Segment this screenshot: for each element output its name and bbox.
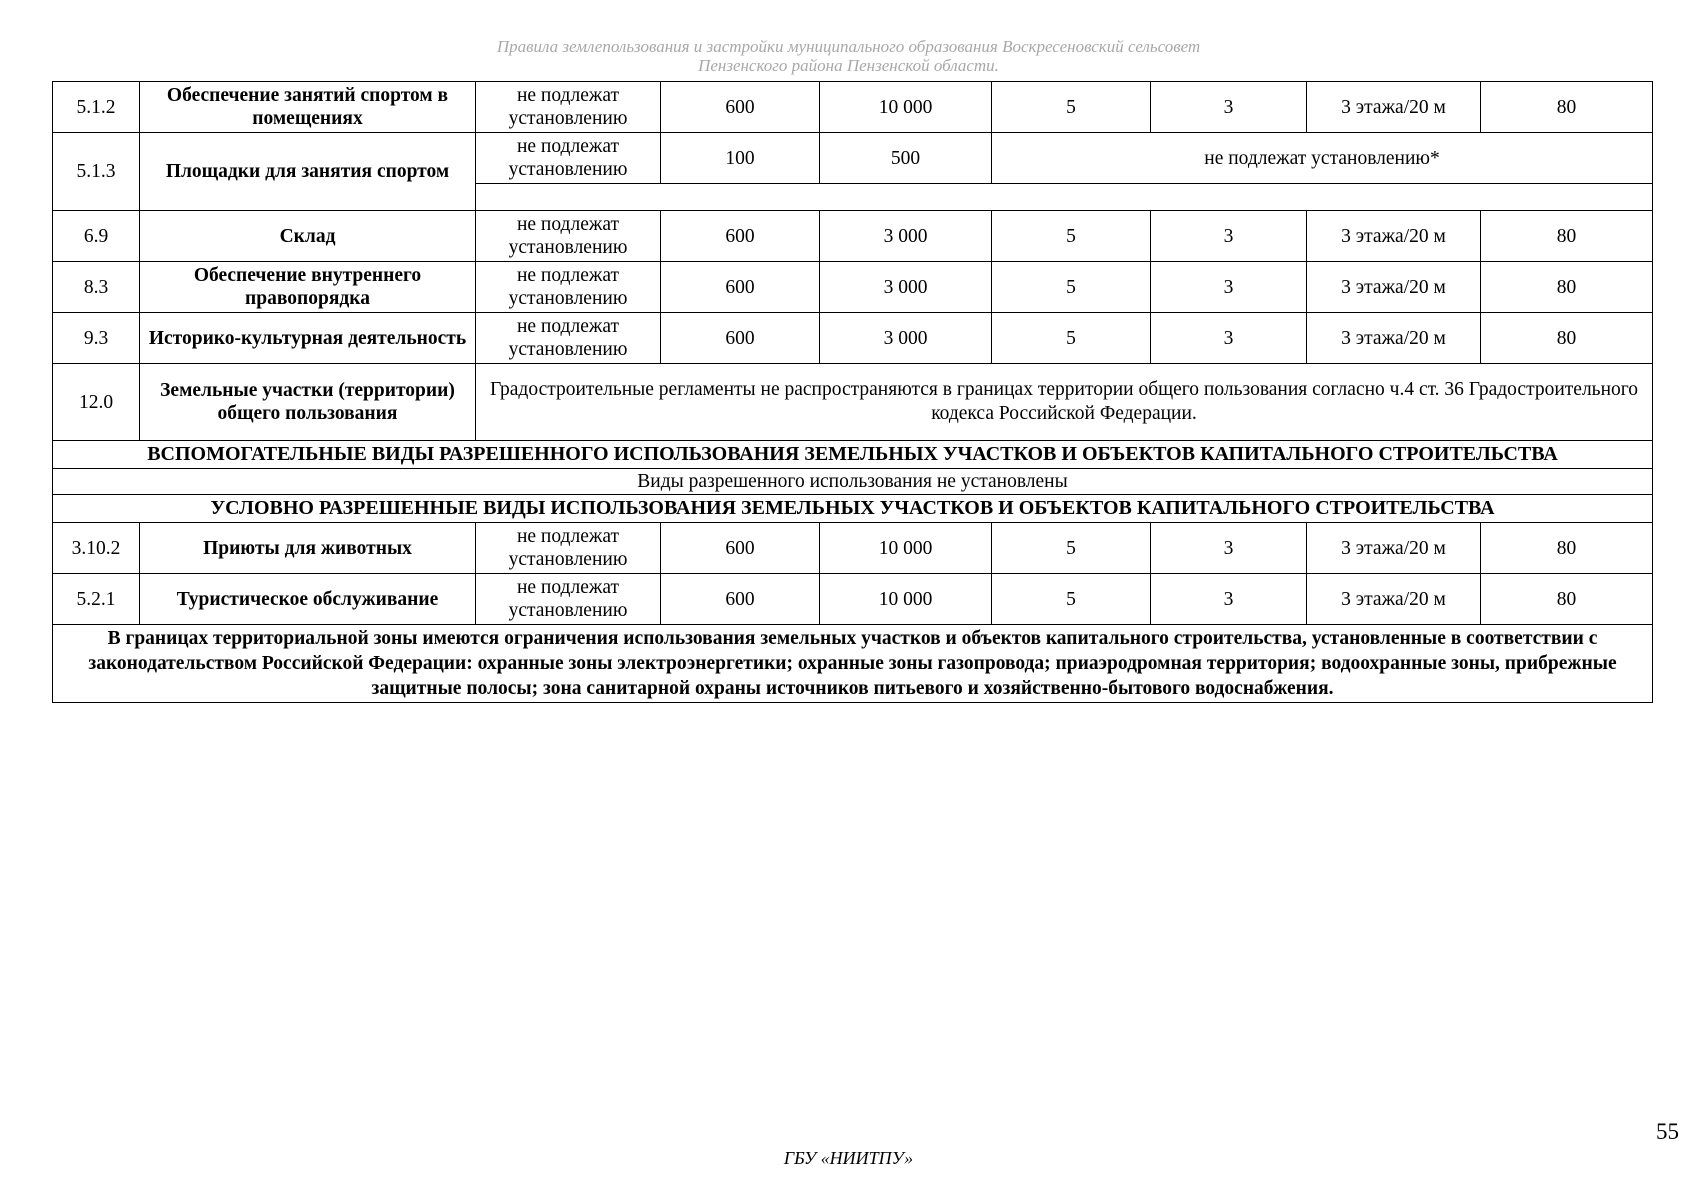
row-value-c6: 3 <box>1151 523 1307 574</box>
table-row <box>53 82 1653 133</box>
row-min-area: не подлежат установлению <box>476 523 661 574</box>
running-header <box>0 37 1697 75</box>
row-name: Площадки для занятия спортом <box>140 133 476 211</box>
running-header-line-1: Правила землепользования и застройки муниципального образования Воскресеновский сельсовет <box>496 37 1201 56</box>
table-row <box>53 313 1653 364</box>
row-value-c5: 5 <box>992 313 1151 364</box>
row-value-c5: 5 <box>992 82 1151 133</box>
row-value-c3: 100 <box>661 133 820 184</box>
row-value-c6: 3 <box>1151 313 1307 364</box>
row-value-c3: 600 <box>661 82 820 133</box>
section-title-conditional: УСЛОВНО РАЗРЕШЕННЫЕ ВИДЫ ИСПОЛЬЗОВАНИЯ ЗЕМЕЛЬНЫХ УЧАСТКОВ И ОБЪЕКТОВ КАПИТАЛЬНОГО СТРОИТЕЛЬСТВА <box>53 495 1653 523</box>
row-name: Историко-культурная деятельность <box>140 313 476 364</box>
row-code: 8.3 <box>53 262 140 313</box>
footnote-row <box>53 625 1653 703</box>
row-value-c4: 3 000 <box>820 313 992 364</box>
row-value-c6: 3 <box>1151 211 1307 262</box>
section-note-row <box>53 469 1653 495</box>
row-name: Земельные участки (территории) общего пользования <box>140 364 476 441</box>
row-value-c4: 10 000 <box>820 574 992 625</box>
row-min-area: не подлежат установлению <box>476 133 661 184</box>
row-name: Обеспечение внутреннего правопорядка <box>140 262 476 313</box>
row-value-c8: 80 <box>1481 211 1653 262</box>
row-value-c7: 3 этажа/20 м <box>1307 313 1481 364</box>
row-value-c7: 3 этажа/20 м <box>1307 262 1481 313</box>
row-merged-value: не подлежат установлению* <box>992 133 1653 184</box>
row-value-c8: 80 <box>1481 262 1653 313</box>
regulations-table <box>52 81 1653 703</box>
row-value-c8: 80 <box>1481 82 1653 133</box>
section-note-auxiliary: Виды разрешенного использования не установлены <box>53 469 1653 495</box>
table-row <box>53 523 1653 574</box>
row-min-area: не подлежат установлению <box>476 574 661 625</box>
row-value-c4: 3 000 <box>820 262 992 313</box>
page-number: 55 <box>1656 1119 1679 1144</box>
row-value-c3: 600 <box>661 211 820 262</box>
row-value-c3: 600 <box>661 523 820 574</box>
zone-restrictions-note: В границах территориальной зоны имеются ограничения использования земельных участков и объектов капитального строительства, установленные в соответствии с законодательством Российской Федерации: охранные зоны электроэнергетики; охранные зоны газопровода; приаэродромная территория; водоохранные зоны, прибрежные защитные полосы; зона санитарной охраны источников питьевого и хозяйственно-бытового водоснабжения. <box>53 625 1653 703</box>
row-regulation-text: Градостроительные регламенты не распространяются в границах территории общего пользования согласно ч.4 ст. 36 Градостроительного кодекса Российской Федерации. <box>476 364 1653 441</box>
row-code: 5.1.3 <box>53 133 140 211</box>
row-min-area: не подлежат установлению <box>476 82 661 133</box>
row-value-c5: 5 <box>992 574 1151 625</box>
row-value-c8: 80 <box>1481 523 1653 574</box>
row-code: 9.3 <box>53 313 140 364</box>
row-value-c7: 3 этажа/20 м <box>1307 211 1481 262</box>
row-value-c4: 3 000 <box>820 211 992 262</box>
row-value-c4: 10 000 <box>820 523 992 574</box>
row-value-c7: 3 этажа/20 м <box>1307 574 1481 625</box>
row-value-c3: 600 <box>661 574 820 625</box>
table-row <box>53 262 1653 313</box>
section-header-row <box>53 441 1653 469</box>
row-value-c8: 80 <box>1481 574 1653 625</box>
row-name: Туристическое обслуживание <box>140 574 476 625</box>
section-title-auxiliary: ВСПОМОГАТЕЛЬНЫЕ ВИДЫ РАЗРЕШЕННОГО ИСПОЛЬЗОВАНИЯ ЗЕМЕЛЬНЫХ УЧАСТКОВ И ОБЪЕКТОВ КАПИТАЛЬНОГО СТРОИТЕЛЬСТВА <box>53 441 1653 469</box>
row-min-area: не подлежат установлению <box>476 262 661 313</box>
row-name: Склад <box>140 211 476 262</box>
row-name: Обеспечение занятий спортом в помещениях <box>140 82 476 133</box>
row-value-c8: 80 <box>1481 313 1653 364</box>
row-code: 6.9 <box>53 211 140 262</box>
table-row <box>53 364 1653 441</box>
table-row <box>53 574 1653 625</box>
row-value-c7: 3 этажа/20 м <box>1307 523 1481 574</box>
table-row <box>53 211 1653 262</box>
row-value-c3: 600 <box>661 262 820 313</box>
row-value-c5: 5 <box>992 262 1151 313</box>
row-value-c5: 5 <box>992 211 1151 262</box>
row-value-c4: 10 000 <box>820 82 992 133</box>
row-code: 5.1.2 <box>53 82 140 133</box>
empty-cell <box>476 184 1653 211</box>
row-value-c3: 600 <box>661 313 820 364</box>
row-min-area: не подлежат установлению <box>476 211 661 262</box>
row-value-c6: 3 <box>1151 262 1307 313</box>
row-value-c4: 500 <box>820 133 992 184</box>
row-code: 3.10.2 <box>53 523 140 574</box>
section-header-row <box>53 495 1653 523</box>
table-row <box>53 133 1653 184</box>
row-code: 5.2.1 <box>53 574 140 625</box>
row-value-c6: 3 <box>1151 82 1307 133</box>
page-footer: ГБУ «НИИТПУ» <box>783 1148 914 1168</box>
running-header-line-2: Пензенского района Пензенской области. <box>698 56 999 75</box>
row-min-area: не подлежат установлению <box>476 313 661 364</box>
row-value-c7: 3 этажа/20 м <box>1307 82 1481 133</box>
row-value-c6: 3 <box>1151 574 1307 625</box>
row-name: Приюты для животных <box>140 523 476 574</box>
row-value-c5: 5 <box>992 523 1151 574</box>
row-code: 12.0 <box>53 364 140 441</box>
